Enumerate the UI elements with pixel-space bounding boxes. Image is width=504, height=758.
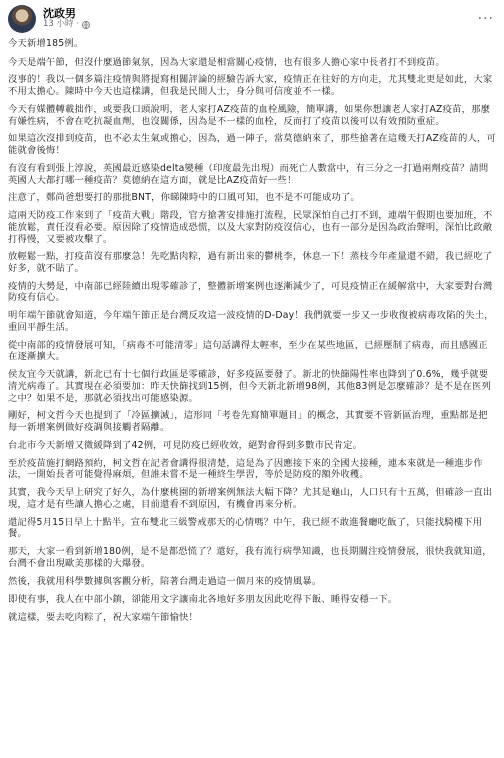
post-paragraph: 剛好，柯文哲今天也提到了「冷區擴滅」，這形同「考卷先寫簡單題目」的概念，其實要不管新區治理，重點都是把每一新增案例做好疫調與接觸者隔離。 — [8, 410, 488, 433]
post-paragraph: 還記得5月15日早上十點半，宣布雙北三級警戒那天的心情嗎？中午，我已經不敢進餐廳吃飯了，只能找騎樓下用餐。 — [8, 516, 483, 540]
author-name[interactable]: 沈政男 — [43, 6, 76, 20]
post-body — [8, 38, 496, 623]
post-header — [8, 4, 496, 34]
author-avatar[interactable] — [8, 5, 36, 33]
post-paragraph: 從中南部的疫情發展可知，「病毒不可能清零」這句話講得太輕率，至少在某些地區，已經壓制了病毒，而且感國正在逐漸擴大。 — [8, 339, 488, 363]
author-meta — [43, 8, 90, 30]
more-options-icon[interactable]: ··· — [477, 11, 494, 27]
post-paragraph: 今天有媒體轉載拙作，或要我口頭說明，老人家打AZ疫苗的血栓風險，簡單講，如果你想讓老人家打AZ疫苗，那麼有嫌性病，不會在吃抗凝血劑，也沒關係，因為是不一樣的血栓，反而打了疫苗以後可以有效預防重症。 — [8, 103, 491, 127]
post-timestamp[interactable]: 13 小時 — [43, 19, 74, 30]
post-paragraph: 就這樣，要去吃肉粽了，祝大家端午節愉快！ — [8, 611, 198, 623]
post-paragraph: 今天是端午節，但沒什麼過節氣氛，因為大家還是相當關心疫情，也有很多人擔心家中長者打不到疫苗。 — [8, 56, 445, 68]
post-paragraph: 今天新增185例。 — [8, 38, 84, 49]
post-paragraph: 侯友宜今天就講，新北已有十七個行政區是零確診，好多疫區要發了。新北的快篩陽性率也降到了0.6%，幾乎就要清光病毒了。其實現在必須要加：昨天快篩找到15例，但今天新北新增98例，其他83例是怎麼確診？是不是在医列之中？如果不是，那就必須找出可能感染源。 — [8, 369, 492, 404]
post-paragraph: 那天，大家一看到新增180例，是不是都恐慌了？還好，我有流行病學知識，也長期關注疫情發展，很快我就知道，台灣不會出現歐美那樣的大爆發。 — [8, 546, 492, 569]
post-paragraph: 沒事的！我以一個多篇注疫情與將提寫相關評論的經驗告訴大家，疫情正在往好的方向走，尤其雙北更是如此，大家不用太擔心。陳時中今天也這樣講，但我是民間人士，身分與可信度並不一樣。 — [8, 74, 493, 98]
post-paragraph: 至於疫苗施打網路預約，柯文哲在記者會講得很清楚，這是為了因應接下來的全國大接種，連本來就是一種進步作法，一開始長者可能覺得麻煩，但誰未嘗不是一種終生學習，等於是防疫的額外收穫。 — [8, 457, 483, 481]
post-paragraph: 即使有事，我人在中部小鎮，卻能用文字讓南北各地好多朋友因此吃得下飯、睡得安穩一下。 — [8, 593, 398, 605]
post-paragraph: 如果這次沒排到疫苗，也不必太生氣或擔心，因為，過一陣子，當莫德納來了，那些搶著在這幾天打AZ疫苗的人，可能就會後悔！ — [8, 133, 496, 157]
globe-icon[interactable] — [82, 21, 90, 29]
post-paragraph: 注意了，鄭尚爸想要打的那批BNT，你睇陳時中的口風可知，也不是不可能成功了。 — [8, 192, 361, 204]
post-paragraph: 台北市今天新增又微緩降到了42例，可見防疫已經收效，絕對會得到多數市民肯定。 — [8, 439, 363, 451]
post-paragraph: 疫情的大勢是，中南部已經陸續出現零確診了，整體新增案例也逐漸減少了，可見疫情正在緩解當中，大家要對台灣防疫有信心。 — [8, 280, 493, 304]
post-paragraph: 這兩天防疫工作來到了「疫苗大戰」階段，官方搶著安排施打流程，民眾深怕自己打不到，連端午假期也要加班，不能放鬆，責任沒看必要。原因除了疫情造成恐慌，以及大家對防疫沒信心，也有一部分是因為政治聲明，深怕比政敵打得慢，又要被攻擊了。 — [8, 210, 493, 245]
post-paragraph: 放輕鬆一點，打疫苗沒有那麼急！先吃點肉粽，過有新出來的鬱桃李，休息一下！蒸枝今年產量還不錯，我已經吃了好多，就不貼了。 — [8, 251, 493, 274]
post-time-row — [43, 20, 90, 30]
post-paragraph: 其實，我今天早上研究了好久，為什麼桃園的新增案例無法大幅下降？尤其是龜山，人口只有十五萬，但確診一直出現，這才是有些讓人擔心之處，目前還看不到原因，有機會再來分析。 — [8, 487, 493, 510]
post-paragraph: 有沒有看到張上淳說，英國最近感染delta變種（印度最先出現）而死亡人數當中，有三分之一打過兩劑疫苗？請問英國人大都打哪一種疫苗？莫德納在這方面，就是比AZ疫苗好一些！ — [8, 162, 489, 186]
separator-dot: · — [76, 19, 80, 30]
post-paragraph: 然後，我就用科學數據與客觀分析，陪著台灣走過這一個月來的疫情風暴。 — [8, 575, 322, 587]
post-paragraph: 明年端午節就會知道，今年端午節正是台灣反攻這一波疫情的D-Day！我們就要一步又一步收復被病毒攻陷的失土，重回平靜生活。 — [8, 310, 494, 333]
